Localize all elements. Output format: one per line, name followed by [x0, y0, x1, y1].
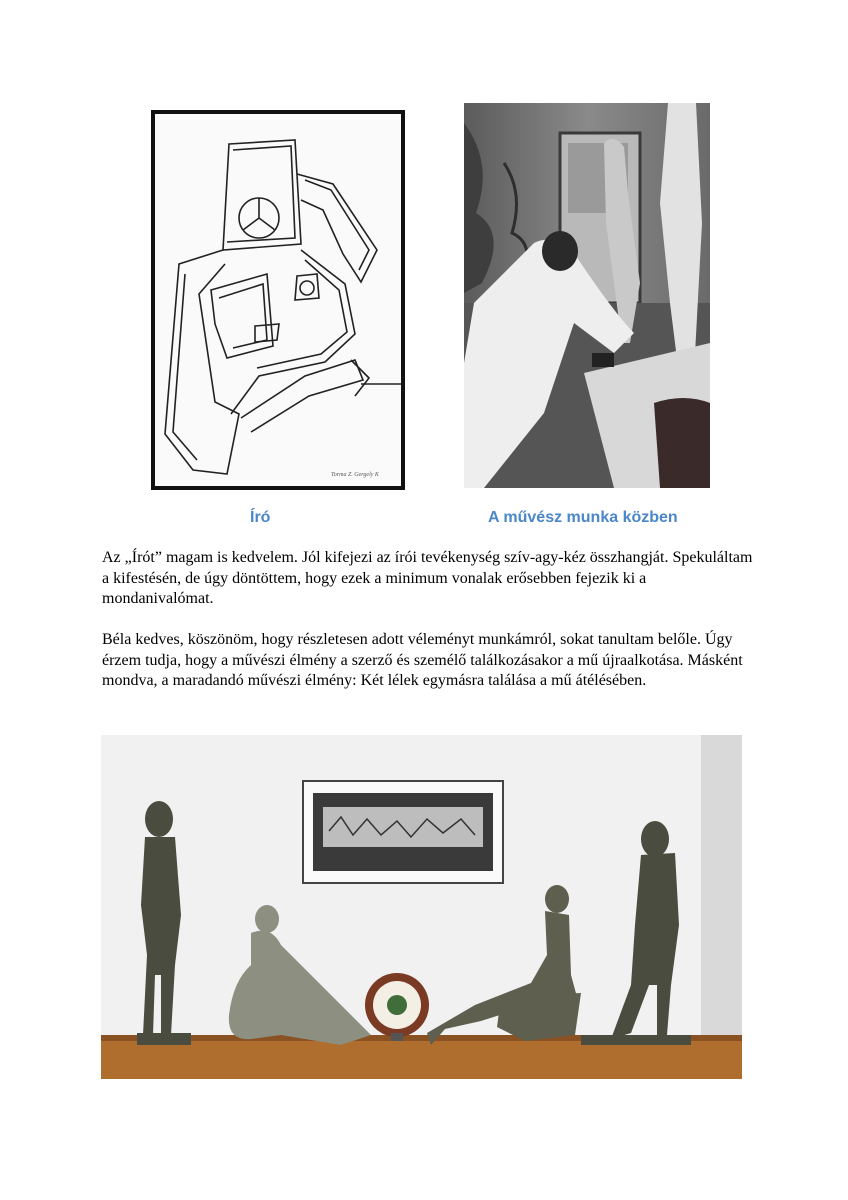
photo-artist-at-work [464, 103, 710, 488]
drawing-pen-box [295, 274, 319, 300]
paragraph-2: Béla kedves, köszönöm, hogy részletesen adott véleményt munkámról, sokat tanultam belőle. Úgy érzem tudja, hogy a művészi élmény a szerző és személő találkozásakor a mű újraalkotása. Másként mondva, a maradandó művészi élmény: Két lélek egymásra találása a mű átélésében. [102, 631, 743, 689]
drawing-arm-upper [297, 174, 377, 282]
caption-artist-at-work: A művész munka közben [488, 509, 678, 526]
photo-sculpture-gallery [101, 735, 742, 1079]
drawing-pen-circle [300, 281, 314, 295]
drawing-hand-box-inner [219, 284, 267, 348]
drawing-iro-canvas [155, 114, 401, 486]
caption-iro: Író [250, 509, 271, 526]
drawing-face-mark [243, 198, 275, 230]
drawing-foot [351, 360, 369, 396]
photo-gallery-image [101, 735, 742, 1079]
paragraph-1: Az „Írót” magam is kedvelem. Jól kifejezi az írói tevékenység szív-agy-kéz összhangját. Spekuláltam a kifestésén, de úgy döntöttem, hogy ezek a minimum vonalak erősebben fejezik ki a mondanivalómat. [102, 549, 753, 607]
drawing-signature: Torma Z. Gergely K [331, 472, 379, 478]
drawing-head [223, 140, 301, 250]
photo-artist-image [464, 103, 710, 488]
photo-patterned-cloth [654, 398, 710, 488]
drawing-torso-left [165, 250, 239, 474]
drawing-head-inner [227, 146, 295, 242]
drawing-iro [155, 114, 401, 486]
drawing-leg [241, 360, 363, 432]
drawing-iro-frame [151, 110, 405, 490]
photo-artist-hair [542, 231, 578, 271]
drawing-lap [231, 250, 355, 414]
